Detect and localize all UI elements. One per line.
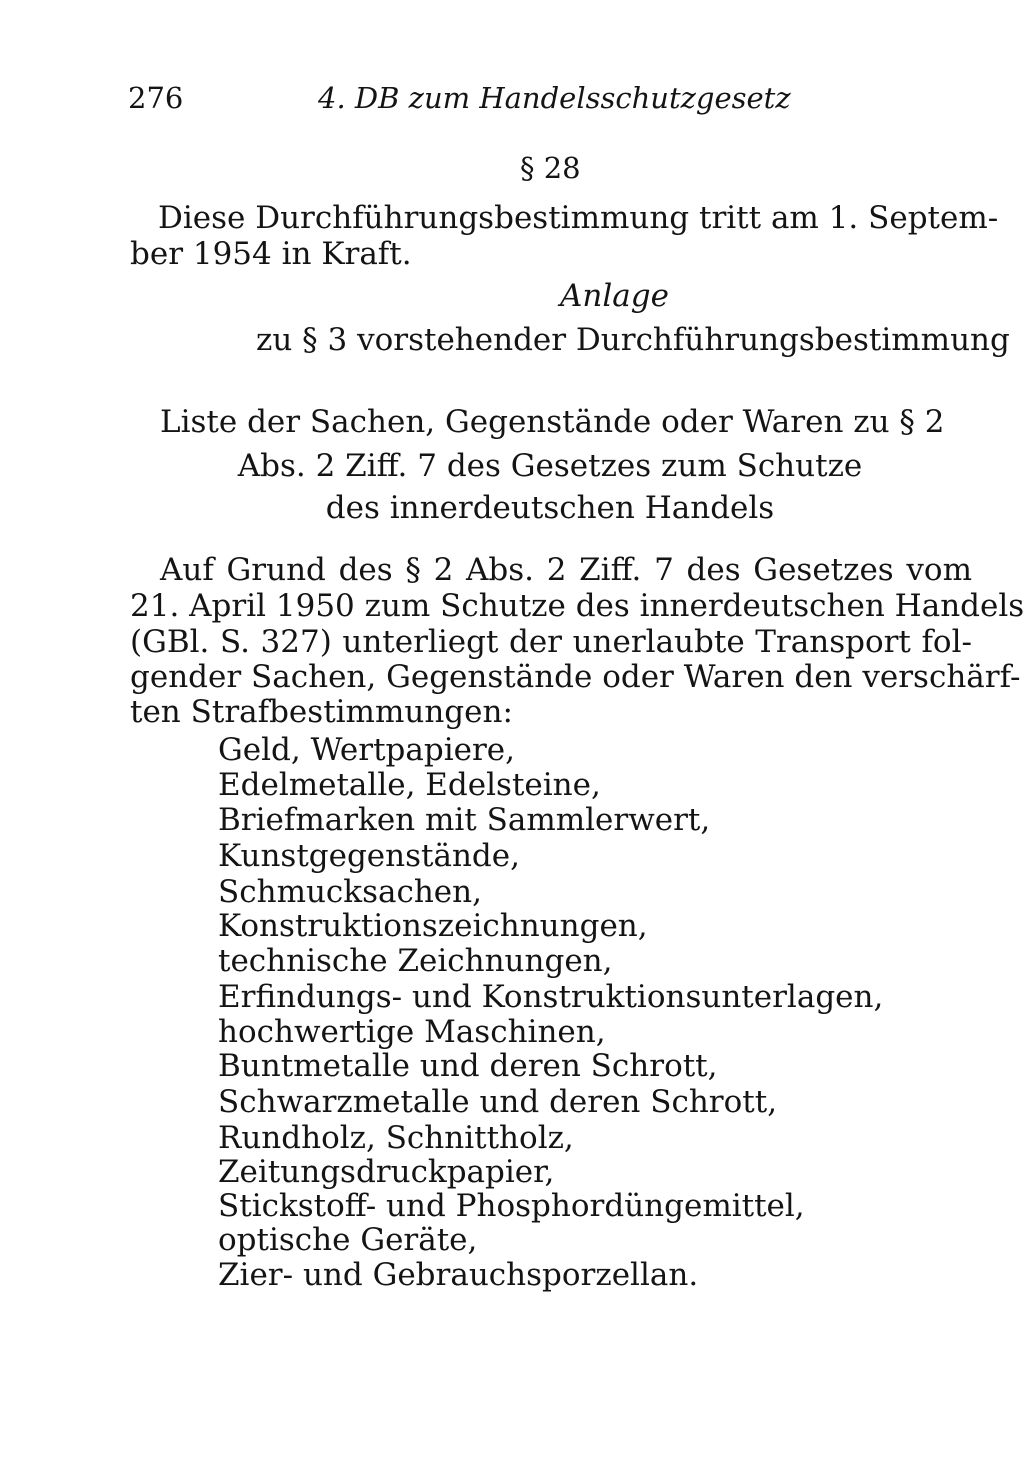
section-text-line: Diese Durchführungsbestimmung tritt am 1. Septem- <box>158 200 999 236</box>
list-item: Briefmarken mit Sammlerwert, <box>218 802 711 838</box>
running-title: 4. DB zum Handelsschutzgesetz <box>318 81 791 115</box>
list-item: Schmucksachen, <box>218 874 482 910</box>
list-item: Geld, Wertpapiere, <box>218 732 515 768</box>
list-item: Buntmetalle und deren Schrott, <box>218 1048 718 1084</box>
intro-line: Auf Grund des § 2 Abs. 2 Ziff. 7 des Gesetzes vom <box>160 552 972 588</box>
annex-subtitle: zu § 3 vorstehender Durchführungsbestimmung <box>256 322 1010 358</box>
list-item: Stickstoff- und Phosphordüngemittel, <box>218 1188 805 1224</box>
intro-line: ten Strafbestimmungen: <box>130 694 513 730</box>
list-heading-line: des innerdeutschen Handels <box>325 490 775 526</box>
intro-line: 21. April 1950 zum Schutze des innerdeutschen Handels <box>130 588 1024 624</box>
list-item: Zeitungsdruckpapier, <box>218 1154 555 1190</box>
list-item: Kunstgegenstände, <box>218 838 520 874</box>
intro-line: (GBl. S. 327) unterliegt der unerlaubte Transport fol- <box>130 624 972 660</box>
section-heading: § 28 <box>520 151 581 185</box>
intro-line: gender Sachen, Gegenstände oder Waren den verschärf- <box>130 659 1021 695</box>
list-heading-line: Liste der Sachen, Gegenstände oder Waren zu § 2 <box>160 404 945 440</box>
list-heading-line: Abs. 2 Ziff. 7 des Gesetzes zum Schutze <box>237 448 863 484</box>
list-item: Erfindungs- und Konstruktionsunterlagen, <box>218 979 884 1015</box>
list-item: technische Zeichnungen, <box>218 943 613 979</box>
annex-title: Anlage <box>560 278 669 314</box>
list-item: Edelmetalle, Edelsteine, <box>218 767 601 803</box>
list-item: Zier- und Gebrauchsporzellan. <box>218 1257 699 1293</box>
list-item: hochwertige Maschinen, <box>218 1014 606 1050</box>
list-item: Konstruktionszeichnungen, <box>218 908 648 944</box>
list-item: Rundholz, Schnittholz, <box>218 1120 574 1156</box>
section-text-line: ber 1954 in Kraft. <box>130 236 412 272</box>
list-item: Schwarzmetalle und deren Schrott, <box>218 1084 778 1120</box>
list-item: optische Geräte, <box>218 1222 478 1258</box>
page-number: 276 <box>128 81 184 115</box>
